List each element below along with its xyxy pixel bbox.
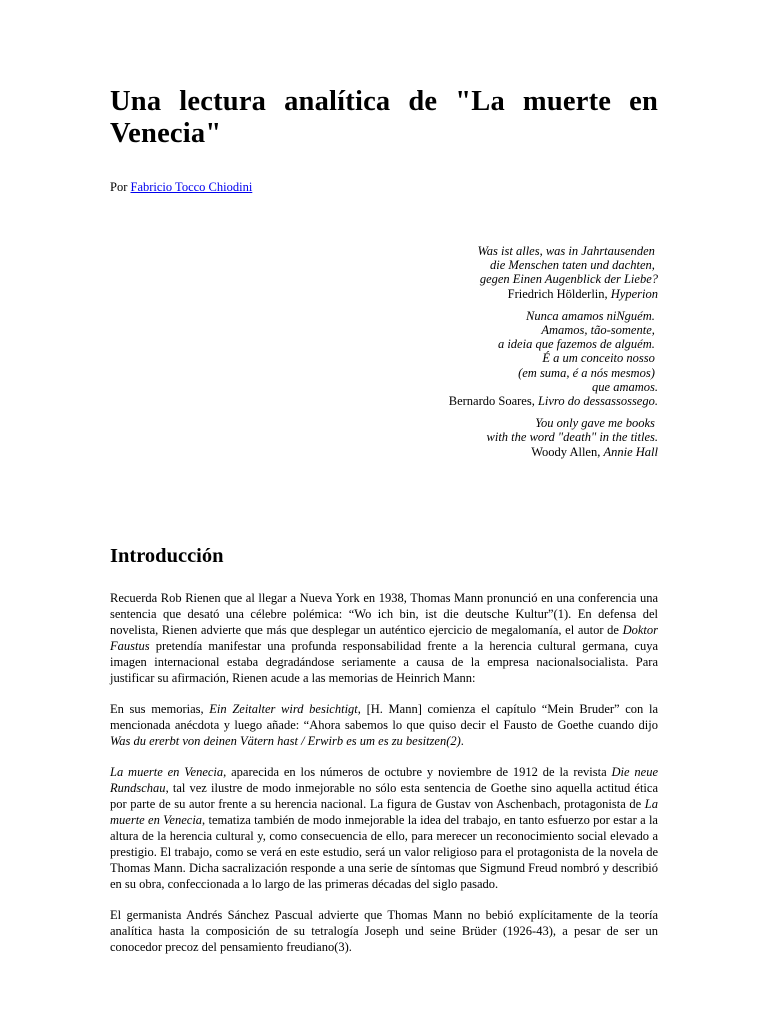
epigraph-line: die Menschen taten und dachten, — [489, 258, 658, 273]
epigraph-line: que amamos. — [592, 379, 658, 394]
attribution-author: Woody Allen, — [531, 444, 604, 459]
epigraph-attribution — [110, 287, 658, 301]
work-title: Doktor Faustus — [110, 622, 658, 653]
paragraph-3 — [110, 764, 658, 892]
epigraph-holderlin — [110, 244, 658, 301]
epigraph-line: Amamos, tão-somente, — [541, 323, 658, 338]
work-title: La muerte en Venecia — [110, 764, 224, 779]
paragraph-text: , aparecida en los números de octubre y noviembre de 1912 de la revista — [223, 764, 612, 779]
attribution-work: Hyperion — [610, 286, 658, 301]
byline — [110, 180, 658, 195]
work-title: Ein Zeitalter wird besichtigt — [209, 701, 358, 716]
epigraph-line: É a um conceito nosso — [542, 351, 658, 366]
paragraph-text: Recuerda Rob Rienen que al llegar a Nueva York en 1938, Thomas Mann pronunció en una conferencia una sentencia que desató una célebre polémica: “Wo ich bin, ist die deutsche Kultur”(1). En defensa del novelista, Rienen advierte que más que desplegar un auténtico ejercicio de megalomanía, el autor de — [110, 590, 658, 637]
epigraph-soares — [110, 309, 658, 408]
epigraph-line: Was ist alles, was in Jahrtausenden — [477, 244, 658, 258]
paragraph-text: . — [460, 733, 464, 748]
epigraph-line: gegen Einen Augenblick der Liebe? — [479, 272, 658, 287]
section-heading: Introducción — [110, 544, 224, 567]
epigraph-line: You only gave me books — [535, 416, 658, 431]
epigraph-attribution — [110, 394, 658, 408]
document-page — [110, 86, 658, 955]
epigraph-line: (em suma, é a nós mesmos) — [518, 365, 658, 380]
paragraph-text: , tematiza también de modo inmejorable la idea del trabajo, en tanto esfuerzo por estar a la altura de la herencia cultural y, como consecuencia de ello, para merecer un reconocimiento social elevado a prestigio. El trabajo, como se verá en este estudio, será un valor religioso para el protagonista de la novela de Thomas Mann. Dicha sacralización responde a una serie de síntomas que Sigmund Freud nombró y describió en su obra, confeccionada a lo largo de las primeras décadas del siglo pasado. — [110, 812, 658, 891]
work-title: La muerte en Venecia — [110, 796, 658, 827]
author-link[interactable]: Fabricio Tocco Chiodini — [130, 180, 253, 194]
epigraphs — [110, 244, 658, 459]
epigraph-attribution — [110, 445, 658, 459]
paragraph-4: El germanista Andrés Sánchez Pascual advierte que Thomas Mann no bebió explícitamente de la teoría analítica hasta la composición de su tetralogía Joseph und seine Brüder (1926-43), a pesar de ser un conocedor precoz del pensamiento freudiano(3). — [110, 907, 658, 954]
epigraph-line: a ideia que fazemos de alguém. — [497, 337, 658, 352]
paragraph-text: , [H. Mann] comienza el capítulo “Mein Bruder” con la mencionada anécdota y luego añade: “Ahora sabemos lo que quiso decir el Fausto de Goethe cuando dijo — [110, 701, 658, 732]
paragraph-text: pretendía manifestar una profunda responsabilidad frente a la herencia cultural germana, cuya imagen internacional estaba degradándose seriamente a causa de la empresa nacionalsocialista. Para justificar su afirmación, Rienen acude a las memorias de Heinrich Mann: — [110, 638, 658, 685]
paragraph-text: , tal vez ilustre de modo inmejorable no sólo esta sentencia de Goethe sino aquella actitud ética por parte de su autor frente a su herencia nacional. La figura de Gustav von Aschenbach, protagonista de — [110, 780, 658, 811]
epigraph-line: with the word "death" in the titles. — [486, 430, 658, 445]
paragraph-2 — [110, 701, 658, 749]
work-title: Die neue Rundschau — [110, 764, 659, 795]
attribution-work: Livro do dessassossego. — [537, 394, 658, 409]
attribution-author: Bernardo Soares, — [448, 394, 538, 409]
attribution-work: Annie Hall — [603, 444, 658, 459]
paragraph-text: En sus memorias, — [110, 701, 210, 716]
epigraph-allen — [110, 416, 658, 459]
byline-prefix: Por — [110, 180, 128, 194]
attribution-author: Friedrich Hölderlin, — [507, 286, 611, 301]
epigraph-line: Nunca amamos niNguém. — [526, 308, 658, 323]
paragraph-1 — [110, 590, 658, 686]
article-title: Una lectura analítica de "La muerte en Venecia" — [110, 86, 658, 149]
goethe-quote: Was du ererbt von deinen Vätern hast / Erwirb es um es zu besitzen(2) — [110, 733, 461, 748]
